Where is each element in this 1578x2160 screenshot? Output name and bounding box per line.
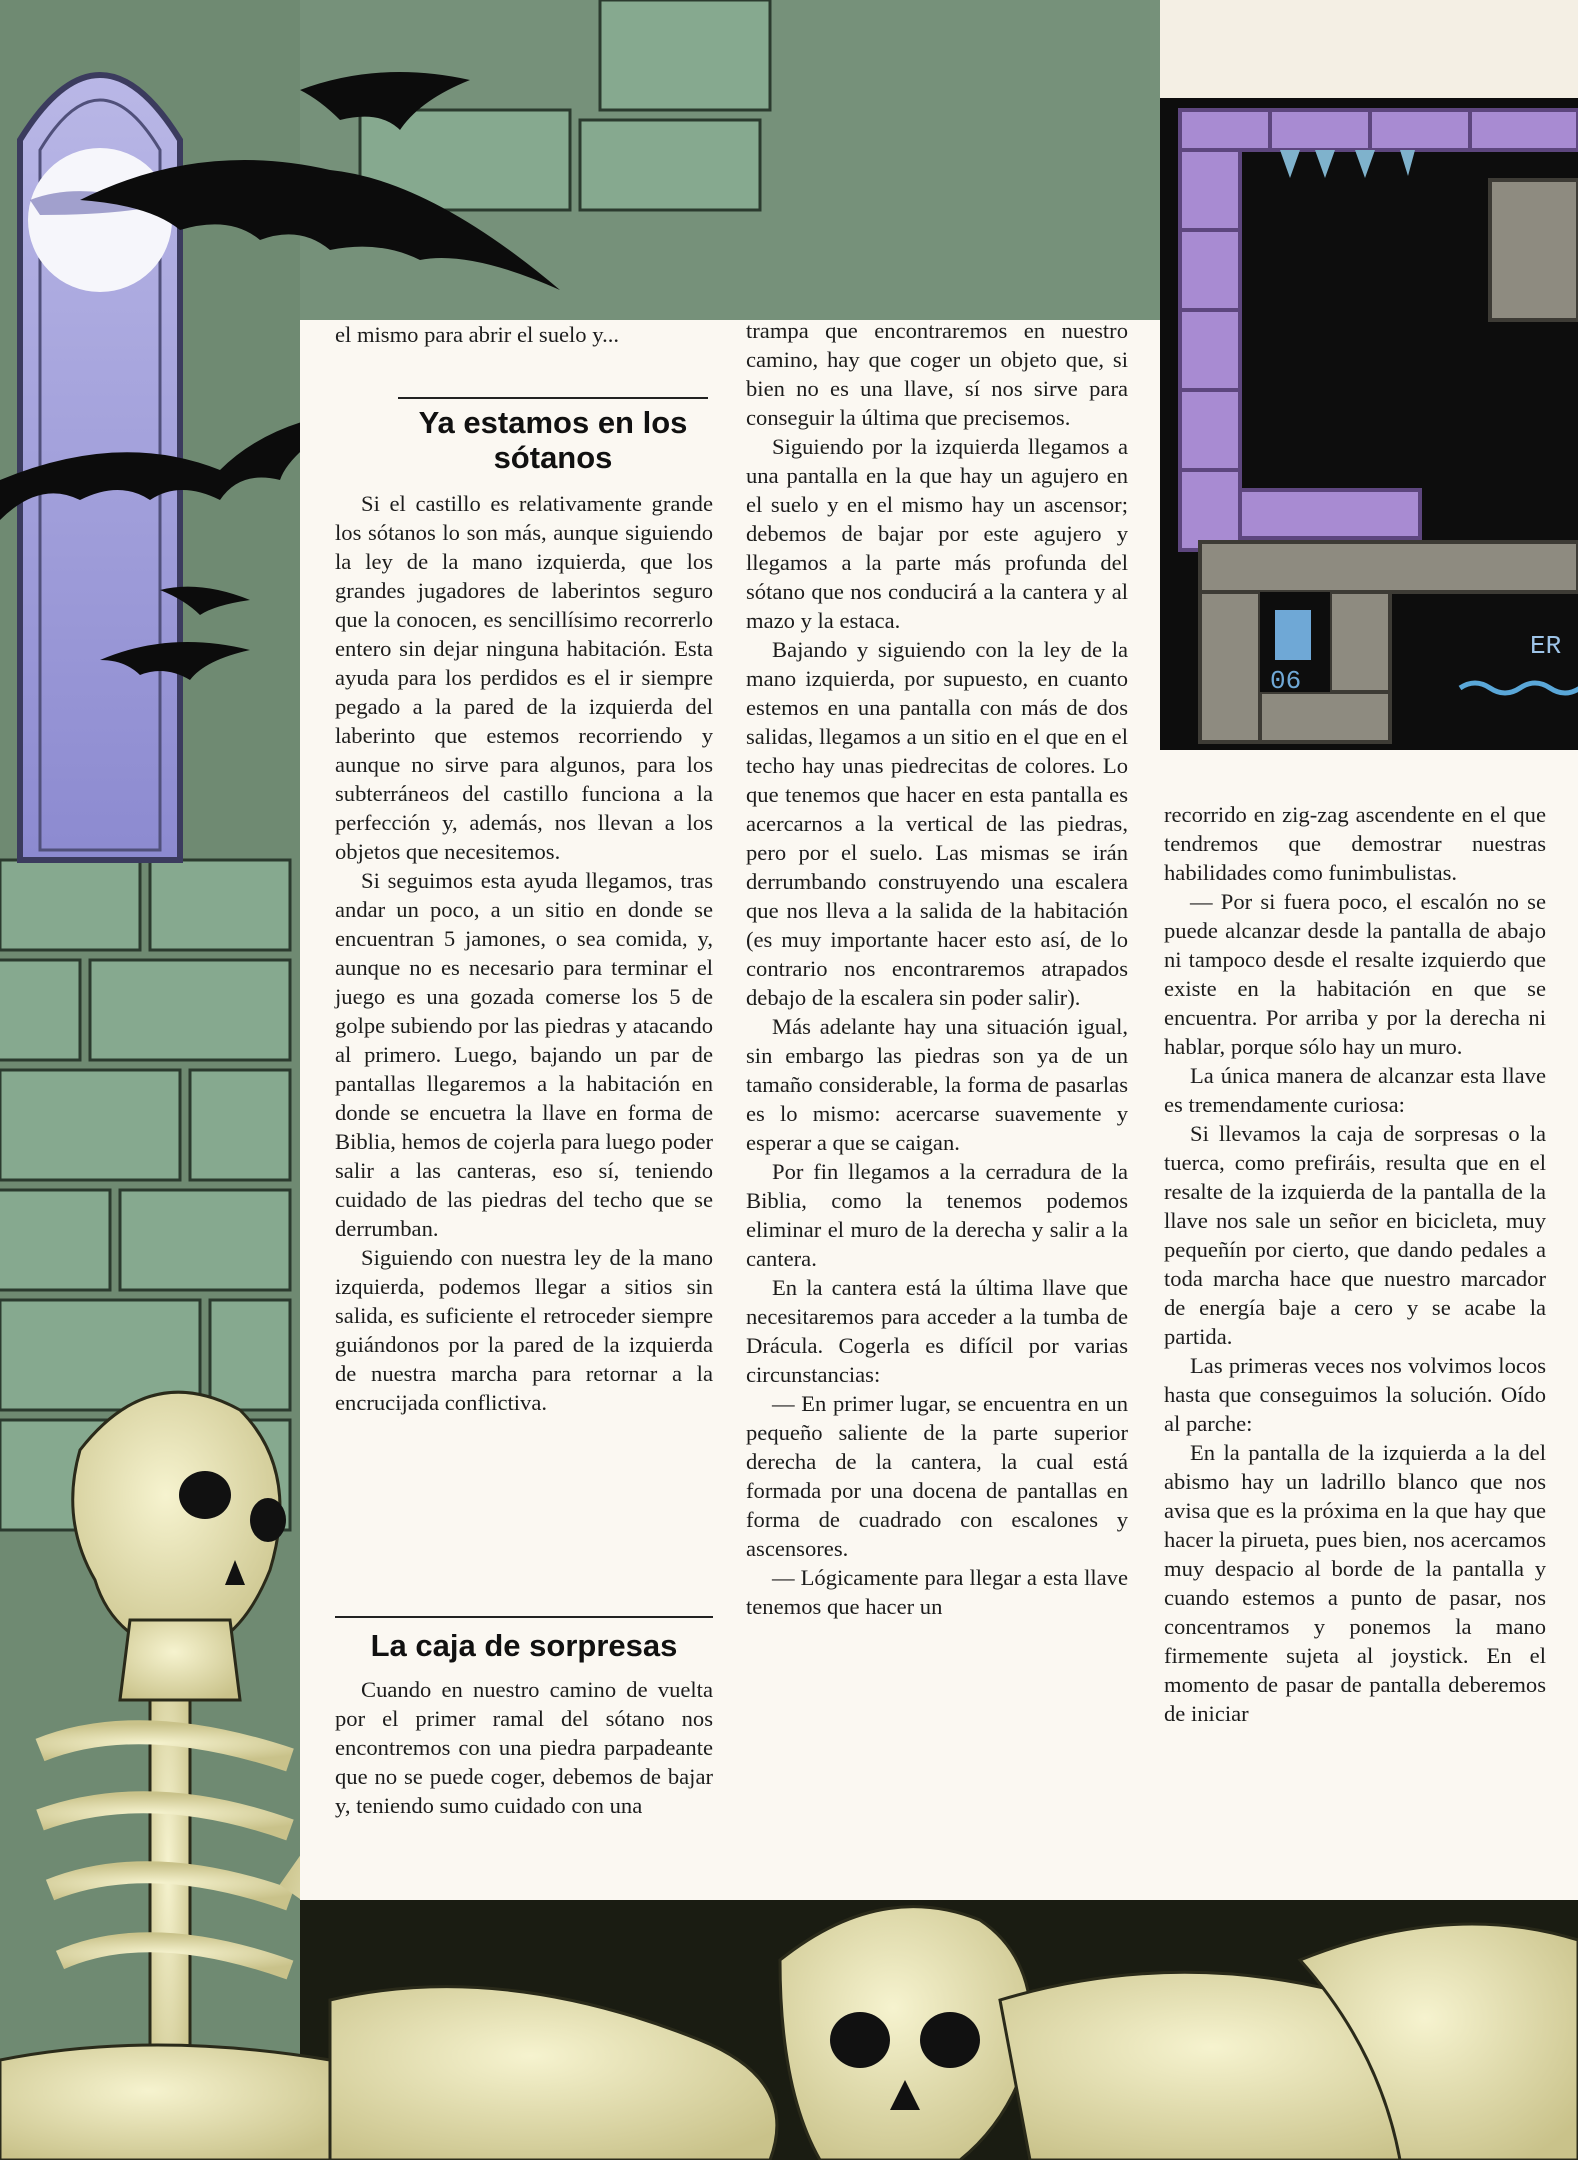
col1-intro: el mismo para abrir el suelo y...: [335, 322, 620, 347]
moon: [28, 148, 172, 292]
col3-paragraph: recorrido en zig-zag ascendente en el que tendremos que demostrar nuestras habilidades como funimbulistas.: [1164, 802, 1546, 885]
column-1: [335, 320, 713, 1417]
col3-paragraph: La única manera de alcanzar esta llave es tremendamente curiosa:: [1164, 1063, 1546, 1117]
col1-paragraph: Cuando en nuestro camino de vuelta por el primer ramal del sótano nos encontremos con una piedra parpadeante que no se puede coger, debemos de bajar y, teniendo sumo cuidado con una: [335, 1677, 713, 1818]
col2-paragraph: Más adelante hay una situación igual, sin embargo las piedras son ya de un tamaño considerable, la forma de pasarlas es lo mismo: acercarse suavemente y esperar a que se caigan.: [746, 1014, 1128, 1155]
col3-paragraph: En la pantalla de la izquierda a la del abismo hay un ladrillo blanco que nos avisa que es la próxima en la que hay que hacer la pirueta, pues bien, nos acercamos muy despacio al borde de la pantalla y cuando estemos a punto de pasar, nos concentramos y ponemos la mano firmemente sujeta al joystick. En el momento de pasar de pantalla deberemos de iniciar: [1164, 1440, 1546, 1726]
col2-paragraph: trampa que encontraremos en nuestro camino, hay que coger un objeto que, si bien no es una llave, sí nos sirve para conseguir la última que precisemos.: [746, 318, 1128, 430]
counter-readout: 06: [1270, 666, 1302, 696]
col1-paragraph: Si seguimos esta ayuda llegamos, tras andar un poco, a un sitio en donde se encuentran 5 jamones, o sea comida, y, aunque no es necesario para terminar el juego es una gozada comerse los 5 de golpe subiendo por las piedras y atacando al primero. Luego, bajando un par de pantallas llegaremos a la habitación en donde se encuetra la llave en forma de Biblia, hemos de cojerla para luego poder salir a las canteras, eso sí, teniendo cuidado de las piedras del techo que se derrumban.: [335, 868, 713, 1241]
col2-paragraph: Bajando y siguiendo con la ley de la mano izquierda, por supuesto, en cuanto estemos en una pantalla con más de dos salidas, llegamos a un sitio en el que en el techo hay unas piedrecitas de colores. Lo que tenemos que hacer en esta pantalla es acercarnos a la vertical de las piedras, pero por el suelo. Las mismas se irán derrumbando construyendo una escalera que nos lleva a la salida de la habitación (es muy importante hacer esto así, de lo contrario nos encontraremos atrapados debajo de la escalera sin poder salir).: [746, 637, 1128, 1010]
col2-paragraph: Siguiendo por la izquierda llegamos a una pantalla en la que hay un agujero en el suelo y en el mismo hay un ascensor; debemos de bajar por este agujero y llegamos a la parte más profunda del sótano que nos conducirá a la cantera y al mazo y la estaca.: [746, 434, 1128, 633]
col2-paragraph: Por fin llegamos a la cerradura de la Biblia, como la tenemos podemos eliminar el muro de la derecha y salir a la cantera.: [746, 1159, 1128, 1271]
player-sprite: [1275, 610, 1311, 660]
room-sign: ER: [1530, 631, 1562, 661]
col1-paragraph: Si el castillo es relativamente grande los sótanos lo son más, aunque siguiendo la ley de la mano izquierda, que los grandes jugadores de laberintos seguro que la conocen, es sencillísimo recorrerlo entero sin dejar ninguna habitación. Esta ayuda para los perdidos es el ir siempre pegado a la pared de la izquierda del laberinto que estemos recorriendo y aunque no sirve para algunos, para los subterráneos del castillo funciona a la perfección y, además, nos llevan a los objetos que necesitemos.: [335, 491, 713, 864]
column-1-bottom: [335, 1675, 713, 1820]
column-3: [1164, 800, 1546, 1728]
col2-paragraph: — Lógicamente para llegar a esta llave tenemos que hacer un: [746, 1565, 1128, 1619]
heading-sotanos: Ya estamos en los sótanos: [398, 397, 708, 475]
col3-paragraph: — Por si fuera poco, el escalón no se puede alcanzar desde la pantalla de abajo ni tampoco desde el resalte izquierdo que existe en la habitación en que se encuentra. Por arriba y por la derecha ni hablar, porque sólo hay un muro.: [1164, 889, 1546, 1059]
col3-paragraph: Las primeras veces nos volvimos locos hasta que conseguimos la solución. Oído al parche:: [1164, 1353, 1546, 1436]
col3-paragraph: Si llevamos la caja de sorpresas o la tuerca, como prefiráis, resulta que en el resalte de la izquierda de la pantalla de la llave nos sale un señor en bicicleta, muy pequeñín por cierto, que dando pedales a toda marcha hace que nuestro marcador de energía baje a cero y se acabe la partida.: [1164, 1121, 1546, 1349]
col1-paragraph: Siguiendo con nuestra ley de la mano izquierda, podemos llegar a sitios sin salida, es suficiente el retroceder siempre guiándonos por la pared de la izquierda de nuestra marcha para retornar a la encrucijada conflictiva.: [335, 1245, 713, 1415]
col2-paragraph: — En primer lugar, se encuentra en un pequeño saliente de la parte superior derecha de la cantera, la cual está formada por una docena de pantallas en forma de cuadrado con escalones y ascensores.: [746, 1391, 1128, 1561]
heading-caja-sorpresas: La caja de sorpresas: [335, 1616, 713, 1664]
column-2: [746, 316, 1128, 1621]
col2-paragraph: En la cantera está la última llave que necesitaremos para acceder a la tumba de Drácula. Cogerla es difícil por varias circunstancias:: [746, 1275, 1128, 1387]
game-screenshot: [1160, 98, 1578, 750]
